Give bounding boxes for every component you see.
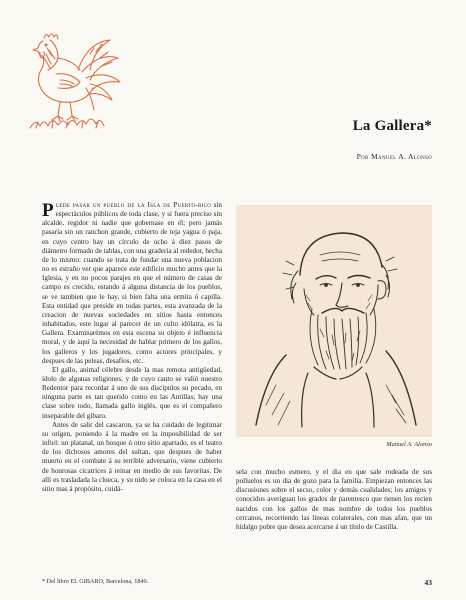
drop-cap: P: [42, 200, 54, 221]
footnote: * Del libro EL GIBARO, Barcelona, 1849.: [42, 578, 149, 585]
author-name: Manuel A. Alonso: [371, 152, 432, 161]
paragraph-1-text: sin espectáculos públicos de toda clase, y si fuera preciso sin alcalde, regidor ni nadie que gobernase en él; pero jamás pasaría sin un ranchon grande, cubierto de teja yagua ó paja, en cuyo centro hay un círculo de ocho á diez pasos de diámetro formado de tablas, con una gradería al rededor, hecha de lo mismo: cuando se trata de fundar una nueva poblacion no es estraño ver que aparece este edificio mucho antes que la Iglesia, y en no pocos parajes en que el número de casas de campo es crecido, estando á alguna distancia de los pueblos, se ve tambien que le hay, si bien falta una ermita ó capilla. Esta entidad que preside en todas partes, esta avanzada de la creacion de nuevas sociedades en sitios hasta entonces inhabitados, este lugar al parecer de un culto idólatra, es la Gallera. Examinarémos en esta escena su objeto é influencia moral, y de aquí la necesidad de hablar primero de los gallos, los galleros y los jugadores, como actores principales, y despues de las peleas, desafíos, etc.: [42, 201, 222, 365]
byline: [238, 152, 432, 161]
page-number: 43: [424, 578, 432, 587]
paragraph-2: El gallo, animal célebre desde la mas remota antigüedad, ídolo de algunas religiones, y de cuyo canto se valió nuestro Redentor para recordar á uno de sus discípulos su pecado, en ninguna parte es tan querido como en las Antillas; hay una clase sobre todo, llamada gallo inglés, que es el compañero inseparable del gíbaro.: [42, 365, 222, 420]
article-body-right-column: [236, 468, 432, 532]
article-body-left-column: [42, 201, 222, 494]
portrait-caption: Manuel A. Alonso: [386, 441, 432, 448]
article-title: La Gallera*: [352, 118, 432, 134]
byline-prefix: Por: [356, 152, 369, 161]
paragraph-4: sela con mucho esmero, y el dia en que sale rodeada de sus polluelos es un dia de gozo para la familia. Empiezan entonces las discusiones sobre el secso, color y demás cualidades; los amigos y conocidos averiguan los grados de parentesco que tienen los recien nacidos con los gallos de mas nombre de todos los pueblos cercanos, recorriendo las líneas colaterales, con mas afan, que un hidalgo pobre que desea acercarse á un título de Castilla.: [236, 468, 432, 531]
portrait-illustration: [236, 205, 432, 437]
lead-in: uede pasar un pueblo de la Isla de Puerto-rico: [55, 201, 212, 209]
paragraph-1: [42, 201, 222, 366]
paragraph-3: Antes de salir del cascaron, ya se ha cuidado de legitimar su orígen, poniendo á la madre en la imposibilidad de ser infiel: un platanal, un bosque ú otro sitio apartado, es el teatro de los dichosos amores del sultan, que despues de haber muerto en el combate á su terrible adversario, viene cubierto de honrosas cicatrices á reinar en medio de sus favoritas. De allí es trasladada la clueca, y su nido se coloca en la casa en el sitio mas á propósito, cuidá-: [42, 420, 222, 493]
